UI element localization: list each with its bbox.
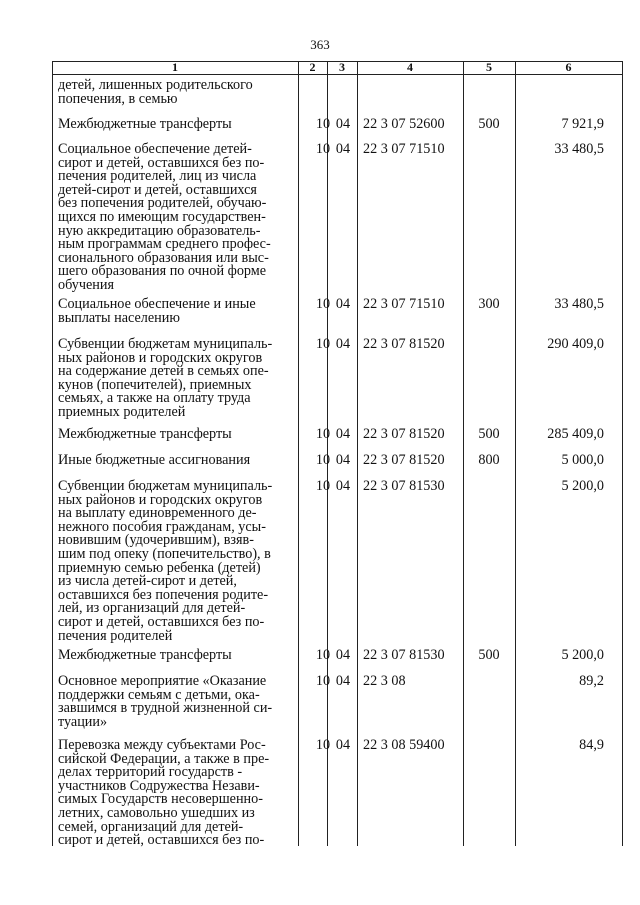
- row-section: 10: [315, 673, 331, 689]
- table-border-left: [52, 61, 53, 846]
- row-name: Межбюджетные трансферты: [58, 116, 232, 132]
- row-subsection: 04: [335, 647, 351, 663]
- row-section: 10: [315, 141, 331, 157]
- column-header-3: 3: [339, 60, 345, 74]
- row-subsection: 04: [335, 452, 351, 468]
- row-section: 10: [315, 336, 331, 352]
- page-number: 363: [310, 37, 330, 52]
- column-header-4: 4: [407, 60, 413, 74]
- row-amount: 5 000,0: [561, 452, 604, 468]
- row-code: 22 3 07 52600: [363, 116, 445, 132]
- row-amount: 290 409,0: [547, 336, 604, 352]
- row-code: 22 3 07 71510: [363, 141, 445, 157]
- row-section: 10: [315, 116, 331, 132]
- column-header-6: 6: [565, 60, 572, 74]
- row-expense-type: 500: [478, 647, 500, 663]
- column-header-5: 5: [486, 60, 492, 74]
- row-expense-type: 300: [478, 296, 500, 312]
- row-subsection: 04: [335, 737, 351, 753]
- row-code: 22 3 08 59400: [363, 737, 445, 753]
- row-section: 10: [315, 478, 331, 494]
- row-subsection: 04: [335, 673, 351, 689]
- row-amount: 33 480,5: [554, 296, 604, 312]
- row-name: детей, лишенных родительского попечения, в семью: [58, 77, 253, 107]
- row-name: Социальное обеспечение детей- сирот и детей, оставшихся без по- печения родителей, лиц из числа детей-сирот и детей, оставшихся без попечения родителей, обучаю- щихся по имеющим государствен- ную аккредитацию образователь- ным программам среднего профес- сионального образования или выс- шего образования по очной форме обучения: [58, 141, 271, 293]
- row-section: 10: [315, 647, 331, 663]
- row-subsection: 04: [335, 426, 351, 442]
- row-name: Основное мероприятие «Оказание поддержки семьям с детьми, ока- завшимся в трудной жизненной си- туации»: [58, 673, 273, 730]
- row-section: 10: [315, 737, 331, 753]
- row-name: Иные бюджетные ассигнования: [58, 452, 251, 468]
- row-name: Межбюджетные трансферты: [58, 426, 232, 442]
- row-amount: 5 200,0: [561, 647, 604, 663]
- row-subsection: 04: [335, 296, 351, 312]
- row-code: 22 3 07 81530: [363, 478, 445, 494]
- row-section: 10: [315, 452, 331, 468]
- row-subsection: 04: [335, 478, 351, 494]
- row-code: 22 3 07 81520: [363, 336, 445, 352]
- row-name: Межбюджетные трансферты: [58, 647, 232, 663]
- row-code: 22 3 08: [363, 673, 406, 689]
- header-bottom-rule: [52, 74, 623, 75]
- column-header-1: 1: [172, 60, 178, 74]
- row-name: Субвенции бюджетам муниципаль- ных районов и городских округов на выплату единовременного де- нежного пособия гражданам, усы- новившим (удочерившим), взяв- шим под опеку (попечительство), в приемную семью ребенка (детей) из числа детей-сирот и детей, оставшихся без попечения родите- лей, из организаций для детей- сирот и детей, оставшихся без по- печения родителей: [58, 478, 273, 644]
- row-subsection: 04: [335, 336, 351, 352]
- row-code: 22 3 07 71510: [363, 296, 445, 312]
- column-divider: [298, 61, 299, 846]
- column-header-2: 2: [309, 60, 316, 74]
- row-amount: 84,9: [579, 737, 604, 753]
- row-code: 22 3 07 81530: [363, 647, 445, 663]
- row-amount: 33 480,5: [554, 141, 604, 157]
- row-section: 10: [315, 426, 331, 442]
- row-expense-type: 500: [478, 426, 500, 442]
- row-amount: 5 200,0: [561, 478, 604, 494]
- row-amount: 285 409,0: [547, 426, 604, 442]
- row-code: 22 3 07 81520: [363, 426, 445, 442]
- row-subsection: 04: [335, 141, 351, 157]
- row-name: Социальное обеспечение и иные выплаты населению: [58, 296, 256, 326]
- row-amount: 7 921,9: [561, 116, 604, 132]
- row-expense-type: 800: [478, 452, 500, 468]
- row-section: 10: [315, 296, 331, 312]
- row-expense-type: 500: [478, 116, 500, 132]
- row-subsection: 04: [335, 116, 351, 132]
- row-amount: 89,2: [579, 673, 604, 689]
- row-code: 22 3 07 81520: [363, 452, 445, 468]
- row-name: Перевозка между субъектами Рос- сийской Федерации, а также в пре- делах территорий государств - участников Содружества Незави- симых Государств несовершенно- летних, самовольно ушедших из семей, организаций для детей- сирот и детей, оставшихся без по-: [58, 737, 270, 849]
- table-border-right: [622, 61, 623, 846]
- budget-table: [52, 60, 623, 849]
- column-divider: [357, 61, 358, 846]
- row-name: Субвенции бюджетам муниципаль- ных районов и городских округов на содержание детей в семьях опе- кунов (попечителей), приемных семьях, а также на оплату труда приемных родителей: [58, 336, 273, 420]
